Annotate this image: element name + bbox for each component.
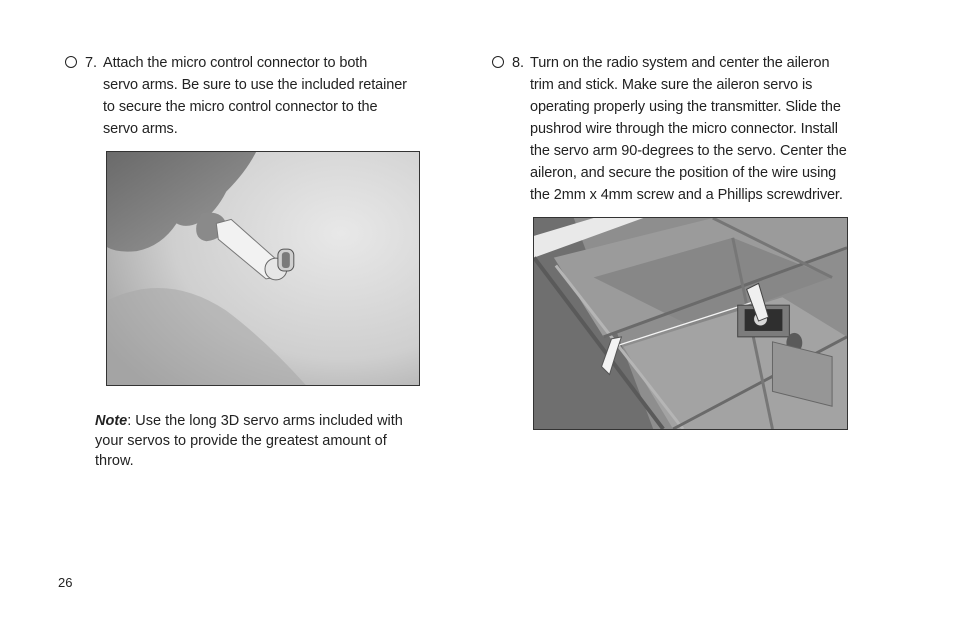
step-8-line-3: operating properly using the transmitter. Slide the — [530, 99, 841, 115]
note-label: Note — [95, 413, 128, 429]
step-7-line-4: servo arms. — [103, 121, 178, 137]
aileron-servo-photo — [533, 217, 848, 430]
step-7-line-1: Attach the micro control connector to both — [103, 55, 368, 71]
page-number: 26 — [58, 575, 73, 590]
circle-checkbox-icon[interactable] — [492, 52, 512, 74]
step-7-text — [65, 52, 435, 140]
step-8 — [492, 52, 872, 206]
servo-arm-photo — [106, 151, 420, 386]
step-8-number: 8. — [512, 55, 524, 71]
step-8-line-1: Turn on the radio system and center the aileron — [530, 55, 830, 71]
note-body: : Use the long 3D servo arms included with your servos to provide the greatest amount of throw. — [95, 413, 403, 469]
step-8-line-6: aileron, and secure the position of the wire using — [530, 165, 837, 181]
step-7-number: 7. — [85, 55, 97, 71]
step-8-line-5: the servo arm 90-degrees to the servo. Center the — [530, 143, 847, 159]
step-7 — [65, 52, 435, 140]
step-8-line-2: trim and stick. Make sure the aileron servo is — [530, 77, 813, 93]
note-text — [95, 411, 405, 471]
circle-checkbox-icon[interactable] — [65, 52, 85, 74]
step-8-text — [492, 52, 872, 206]
step-8-line-7: the 2mm x 4mm screw and a Phillips screwdriver. — [530, 187, 843, 203]
step-7-line-2: servo arms. Be sure to use the included retainer — [103, 77, 407, 93]
step-8-line-4: pushrod wire through the micro connector. Install — [530, 121, 838, 137]
step-7-line-3: to secure the micro control connector to the — [103, 99, 378, 115]
